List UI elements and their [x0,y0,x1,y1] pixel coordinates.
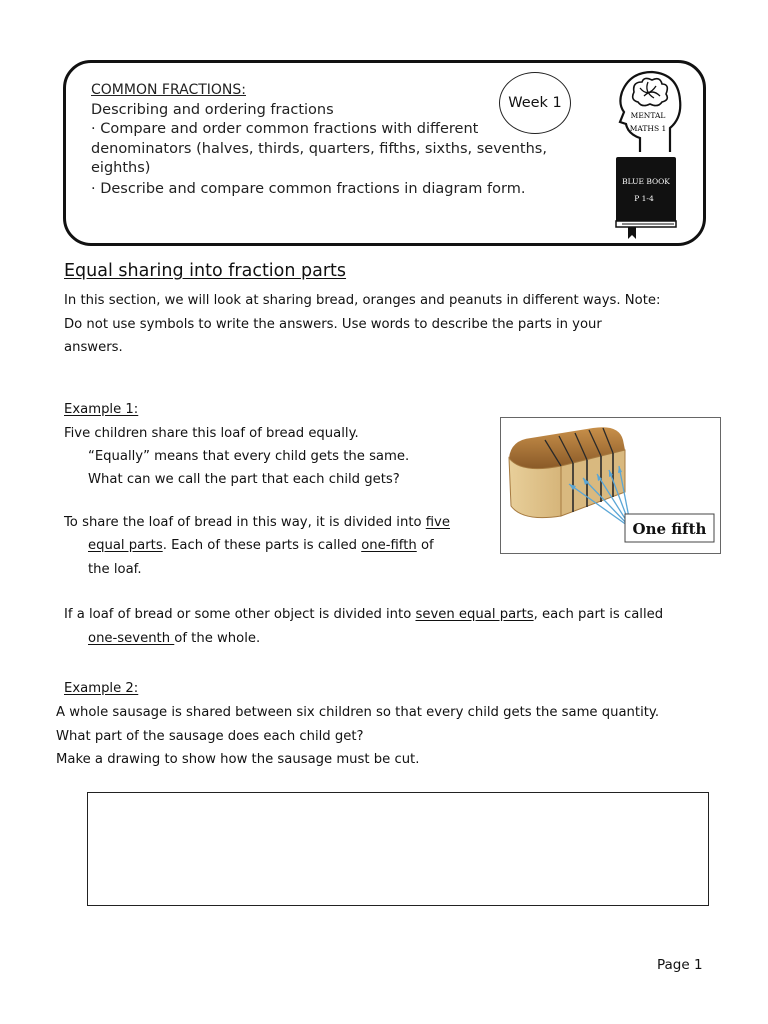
text: , each part is called [533,607,664,622]
intro-line-1: In this section, we will look at sharing bread, oranges and peanuts in different ways. Note: [64,293,661,308]
bread-loaf-image [501,418,720,553]
example1-line-2: “Equally” means that every child gets the same. [88,449,410,464]
one-fifth-label: One fifth [632,520,707,538]
underlined-seven-equal-parts: seven equal parts [415,607,534,622]
example1-para3-line-1 [64,603,663,627]
example1-line-3: What can we call the part that each child gets? [88,472,400,487]
book-text-1: BLUE BOOK [622,177,670,186]
example1-para2-line-2 [88,534,434,558]
topic-line-3: denominators (halves, thirds, quarters, fifths, sixths, sevenths, [91,141,547,157]
bread-image-frame [500,417,721,554]
text: . Each of these parts is called [162,538,362,553]
example1-line-1: Five children share this loaf of bread equally. [64,426,359,441]
underlined-one-seventh: one-seventh [88,631,175,646]
drawing-answer-box[interactable] [87,792,709,906]
example2-line-2: What part of the sausage does each child get? [56,729,364,744]
head-text-2: MATHS 1 [629,124,667,133]
topic-line-2: · Compare and order common fractions with different [91,121,479,137]
example1-para2-line-3: the loaf. [88,562,142,577]
text: of [416,538,434,553]
example2-line-3: Make a drawing to show how the sausage must be cut. [56,752,420,767]
book-text-2: P 1-4 [634,194,654,203]
section-title: Equal sharing into fraction parts [64,261,347,281]
example2-heading: Example 2: [64,681,139,696]
underlined-one-fifth: one-fifth [361,538,417,553]
intro-line-3: answers. [64,340,123,355]
text: To share the loaf of bread in this way, it is divided into [64,515,426,530]
example1-para3-line-2 [88,627,260,651]
head-text-1: MENTAL [630,111,666,120]
underlined-five: five [425,515,450,530]
intro-line-2: Do not use symbols to write the answers. Use words to describe the parts in your [64,317,602,332]
topic-line-4: eighths) [91,160,151,176]
topic-line-5: · Describe and compare common fractions in diagram form. [91,181,526,197]
text: of the whole. [174,631,261,646]
week-label: Week 1 [508,95,562,111]
page-number: Page 1 [657,957,703,973]
book-icon [614,155,680,241]
underlined-equal-parts: equal parts [88,538,163,553]
text: If a loaf of bread or some other object is divided into [64,607,416,622]
example2-line-1: A whole sausage is shared between six children so that every child gets the same quantity. [56,705,660,720]
head-brain-icon [608,68,688,154]
topic-title: COMMON FRACTIONS: [91,82,246,98]
topic-line-1: Describing and ordering fractions [91,102,334,118]
week-badge [499,72,571,134]
example1-heading: Example 1: [64,402,139,417]
example1-para2-line-1 [64,511,450,535]
